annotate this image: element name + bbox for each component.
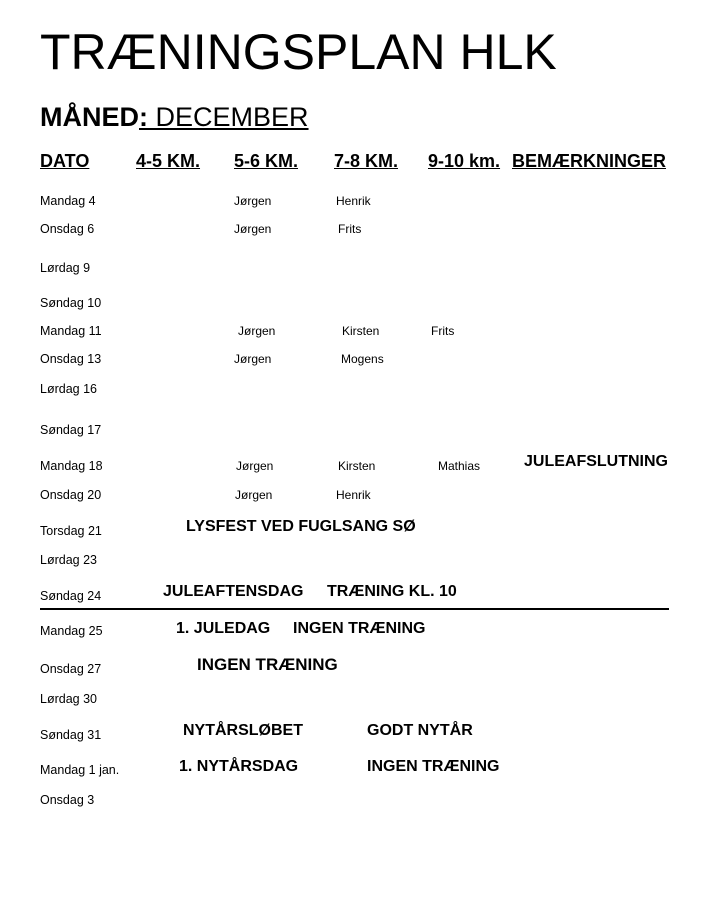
row-5-6-km: Jørgen (234, 194, 272, 208)
row-5-6-km: Jørgen (234, 222, 272, 236)
row-date: Lørdag 16 (40, 382, 97, 396)
row-7-8-km: Kirsten (342, 324, 380, 338)
row-date: Mandag 18 (40, 459, 103, 473)
row-remark: INGEN TRÆNING (197, 655, 338, 674)
month-label: MÅNED (40, 102, 139, 132)
row-date: Lørdag 23 (40, 553, 97, 567)
row-5-6-km: Jørgen (235, 488, 273, 502)
row-date: Mandag 4 (40, 194, 96, 208)
row-date: Onsdag 20 (40, 488, 102, 502)
row-remark: JULEAFSLUTNING (524, 453, 668, 470)
row-5-6-km: Jørgen (234, 352, 272, 366)
row-date: Onsdag 3 (40, 793, 95, 807)
page-title: TRÆNINGSPLAN HLK (40, 24, 557, 80)
divider-line (40, 608, 669, 610)
header-4-5-km: 4-5 KM. (136, 151, 201, 171)
row-9-10-km: Frits (431, 324, 455, 338)
row-date: Lørdag 9 (40, 261, 91, 275)
row-date: Onsdag 6 (40, 222, 95, 236)
row-5-6-km: Jørgen (238, 324, 276, 338)
row-remark-2: INGEN TRÆNING (293, 620, 426, 637)
row-date: Søndag 17 (40, 423, 102, 437)
row-remark: 1. NYTÅRSDAG (179, 758, 299, 775)
row-date: Lørdag 30 (40, 692, 97, 706)
header-dato: DATO (40, 151, 90, 171)
row-remark: 1. JULEDAG (176, 620, 271, 637)
row-remark: LYSFEST VED FUGLSANG SØ (186, 518, 416, 535)
header-5-6-km: 5-6 KM. (234, 151, 299, 171)
row-remark: NYTÅRSLØBET (183, 722, 303, 739)
row-date: Onsdag 13 (40, 352, 102, 366)
row-date: Søndag 31 (40, 728, 102, 742)
header-remarks: BEMÆRKNINGER (512, 151, 667, 171)
header-9-10-km: 9-10 km. (428, 151, 501, 171)
row-date: Søndag 10 (40, 296, 102, 310)
row-date: Onsdag 27 (40, 662, 102, 676)
month-colon: : (139, 102, 148, 132)
row-remark: JULEAFTENSDAG (163, 583, 304, 600)
row-remark-2: TRÆNING KL. 10 (327, 583, 457, 600)
row-date: Mandag 25 (40, 624, 103, 638)
header-7-8-km: 7-8 KM. (334, 151, 399, 171)
row-remark-2: INGEN TRÆNING (367, 758, 500, 775)
row-5-6-km: Jørgen (236, 459, 274, 473)
month-row (40, 100, 309, 134)
row-7-8-km: Henrik (336, 194, 371, 208)
row-date: Mandag 1 jan. (40, 763, 120, 777)
row-date: Torsdag 21 (40, 524, 102, 538)
row-date: Mandag 11 (40, 324, 102, 338)
row-7-8-km: Henrik (336, 488, 371, 502)
row-date: Søndag 24 (40, 589, 102, 603)
row-9-10-km: Mathias (438, 459, 481, 473)
row-7-8-km: Mogens (341, 352, 384, 366)
month-value: DECEMBER (148, 102, 309, 132)
row-remark-2: GODT NYTÅR (367, 722, 473, 739)
row-7-8-km: Frits (338, 222, 362, 236)
row-7-8-km: Kirsten (338, 459, 376, 473)
